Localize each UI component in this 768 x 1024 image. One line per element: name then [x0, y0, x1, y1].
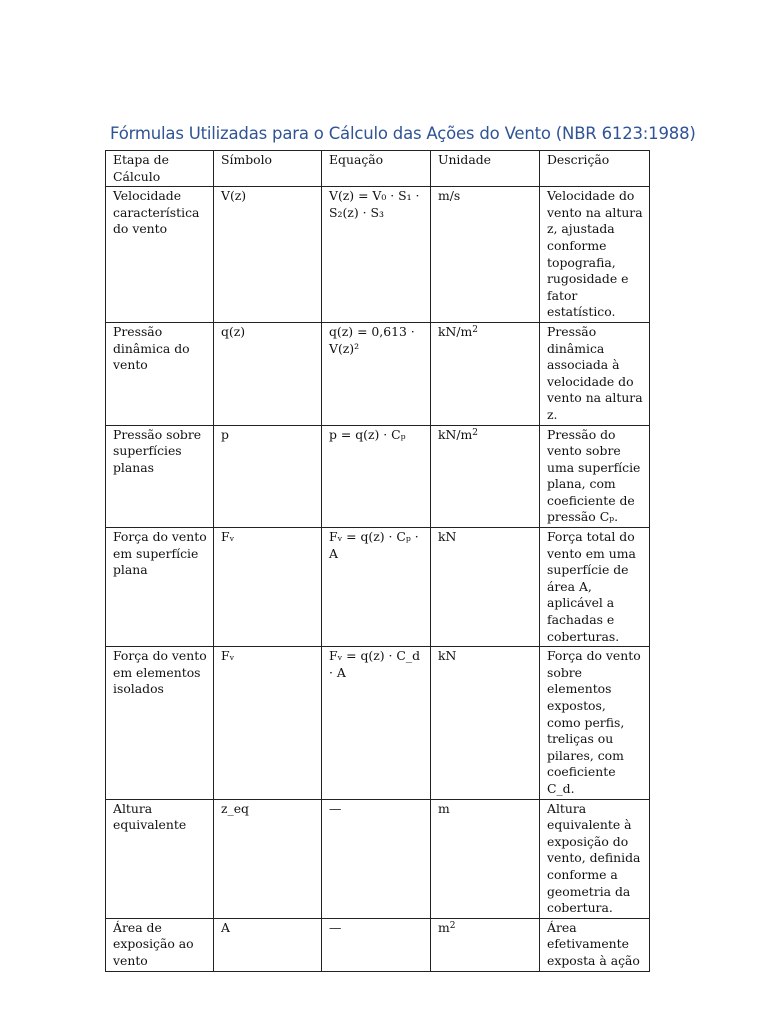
cell-descricao: Velocidade do vento na altura z, ajustada conforme topografia, rugosidade e fator estatístico. — [540, 187, 650, 323]
cell-descricao: Força total do vento em uma superfície de área A, aplicável a fachadas e coberturas. — [540, 528, 650, 647]
cell-equacao: V(z) = V₀ · S₁ · S₂(z) · S₃ — [322, 187, 431, 323]
unit-text: m — [438, 800, 450, 816]
unit-exponent: 2 — [472, 427, 479, 438]
table-row — [106, 322, 650, 425]
cell-descricao: Altura equivalente à exposição do vento, definida conforme a geometria da cobertura. — [540, 799, 650, 918]
cell-descricao: Pressão dinâmica associada à velocidade do vento na altura z. — [540, 322, 650, 425]
cell-etapa: Pressão sobre superfícies planas — [106, 425, 214, 528]
unit-text: kN/m — [438, 426, 473, 442]
cell-simbolo: V(z) — [214, 187, 322, 323]
unit-text: m/s — [438, 188, 461, 204]
document-title: Fórmulas Utilizadas para o Cálculo das Ações do Vento (NBR 6123:1988) — [110, 124, 696, 143]
cell-equacao: Fᵥ = q(z) · C_d · A — [322, 647, 431, 799]
cell-simbolo: Fᵥ — [214, 647, 322, 799]
unit-exponent: 2 — [472, 324, 479, 335]
cell-etapa: Altura equivalente — [106, 799, 214, 918]
cell-equacao: p = q(z) · Cₚ — [322, 425, 431, 528]
cell-simbolo: z_eq — [214, 799, 322, 918]
cell-simbolo: A — [214, 918, 322, 971]
unit-text: kN/m — [438, 323, 473, 339]
unit-exponent: 2 — [449, 920, 456, 931]
formulas-table — [105, 150, 650, 972]
cell-unidade — [431, 918, 540, 971]
cell-simbolo: Fᵥ — [214, 528, 322, 647]
cell-unidade — [431, 322, 540, 425]
header-etapa: Etapa de Cálculo — [106, 151, 214, 187]
cell-unidade — [431, 647, 540, 799]
header-simbolo: Símbolo — [214, 151, 322, 187]
cell-equacao: — — [322, 799, 431, 918]
unit-text: m — [438, 919, 450, 935]
table-header-row — [106, 151, 650, 187]
header-equacao: Equação — [322, 151, 431, 187]
unit-text: kN — [438, 529, 457, 545]
cell-etapa: Área de exposição ao vento — [106, 918, 214, 971]
table-row — [106, 918, 650, 971]
table-row — [106, 647, 650, 799]
cell-etapa: Força do vento em elementos isolados — [106, 647, 214, 799]
header-descricao: Descrição — [540, 151, 650, 187]
cell-unidade — [431, 425, 540, 528]
cell-equacao: Fᵥ = q(z) · Cₚ · A — [322, 528, 431, 647]
header-unidade: Unidade — [431, 151, 540, 187]
table-row — [106, 187, 650, 323]
cell-equacao: q(z) = 0,613 · V(z)² — [322, 322, 431, 425]
cell-etapa: Velocidade característica do vento — [106, 187, 214, 323]
cell-unidade — [431, 799, 540, 918]
cell-descricao: Força do vento sobre elementos expostos, como perfis, treliças ou pilares, com coeficiente C_d. — [540, 647, 650, 799]
cell-unidade — [431, 528, 540, 647]
table-row — [106, 528, 650, 647]
cell-equacao: — — [322, 918, 431, 971]
cell-unidade — [431, 187, 540, 323]
cell-etapa: Força do vento em superfície plana — [106, 528, 214, 647]
cell-descricao: Área efetivamente exposta à ação — [540, 918, 650, 971]
cell-simbolo: q(z) — [214, 322, 322, 425]
cell-simbolo: p — [214, 425, 322, 528]
unit-text: kN — [438, 648, 457, 664]
table-row — [106, 799, 650, 918]
cell-descricao: Pressão do vento sobre uma superfície plana, com coeficiente de pressão Cₚ. — [540, 425, 650, 528]
cell-etapa: Pressão dinâmica do vento — [106, 322, 214, 425]
table-row — [106, 425, 650, 528]
